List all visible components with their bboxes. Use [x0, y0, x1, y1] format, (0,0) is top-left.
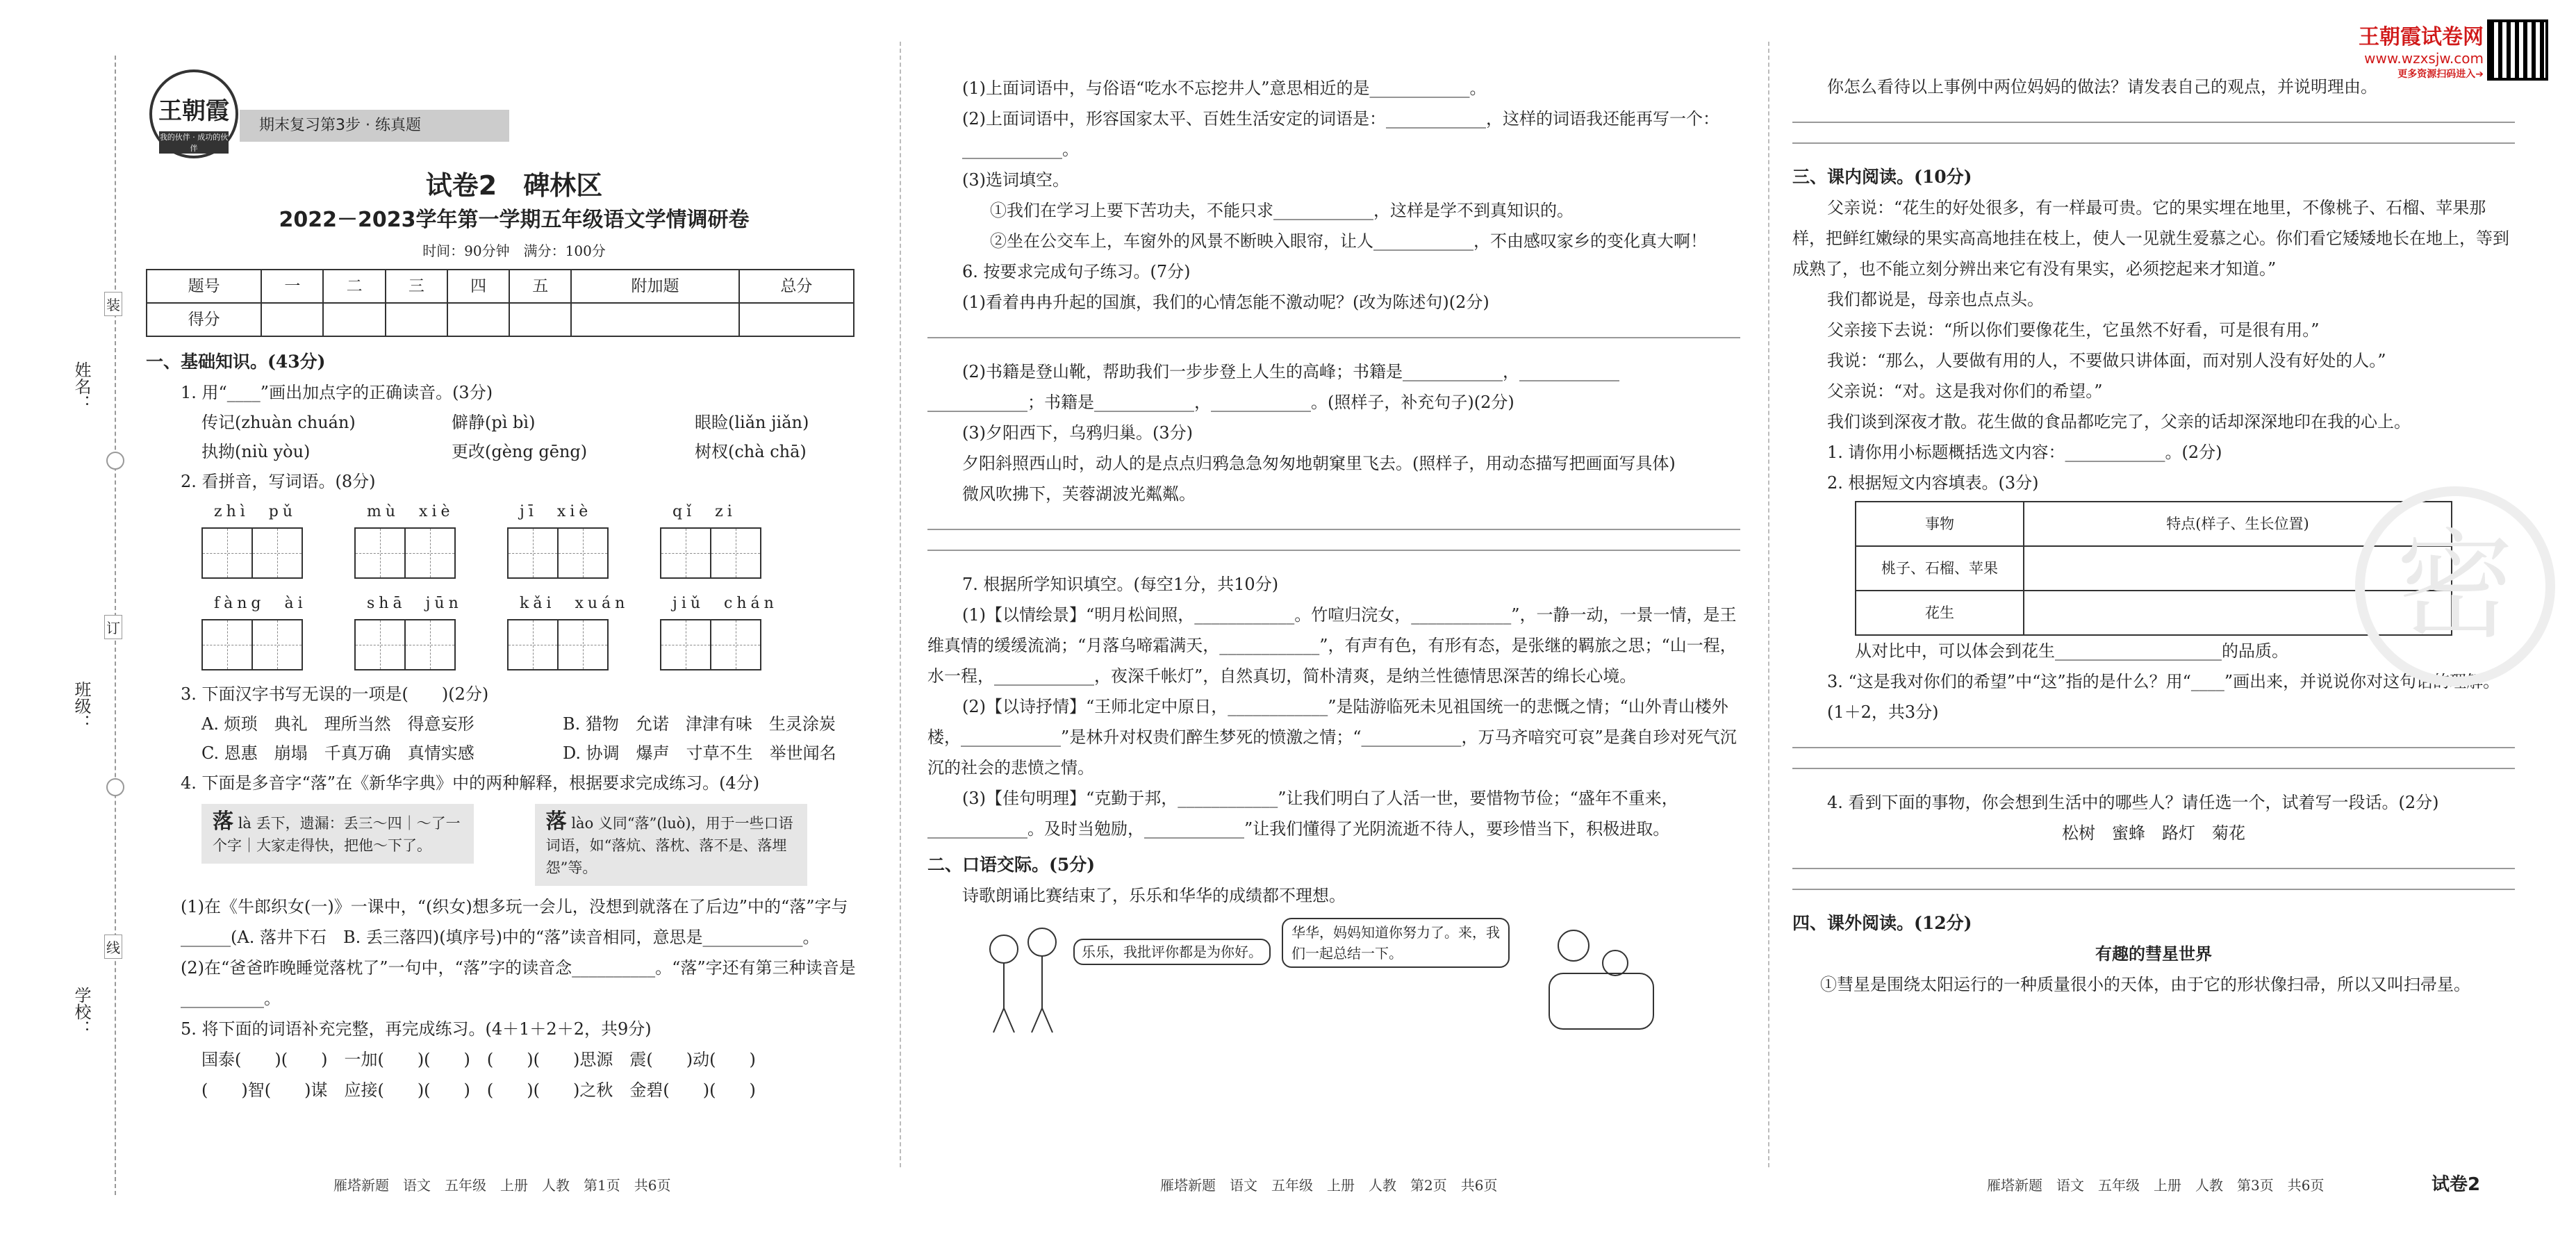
dict-entry-la: 落 là 丢下，遗漏：丢三～四｜～了一个字｜大家走得快，把他～下了。 — [201, 804, 474, 864]
writing-box[interactable] — [406, 619, 456, 670]
question-6-2b: ____________；书籍是____________，____________。(照样子，补充句子)(2分) — [927, 393, 1514, 412]
footer-page-2: 雁塔新题 语文 五年级 上册 人教 第2页 共6页 — [1160, 1177, 1498, 1194]
answer-line[interactable] — [1792, 120, 2515, 123]
writing-box[interactable] — [253, 619, 303, 670]
section-2-heading: 二、口语交际。(5分) — [927, 855, 1096, 875]
table-header: 事物 — [1856, 502, 2024, 546]
writing-box[interactable] — [711, 527, 761, 579]
pinyin-cell — [354, 497, 507, 579]
writing-box[interactable] — [201, 527, 253, 579]
article-title: 有趣的彗星世界 — [2095, 944, 2212, 964]
score-table-header: 四 — [447, 270, 509, 303]
binding-hole — [106, 452, 124, 470]
question-5-3-1: ①我们在学习上要下苦功夫，不能只求____________，这样是学不到真知识的。 — [990, 201, 1574, 220]
pinyin-text: jī xiè — [520, 503, 593, 520]
answer-line[interactable] — [1792, 766, 2515, 769]
question-7-1: (1)【以情绘景】“明月松间照，____________。竹喧归浣女，____________”，一静一动，一景一情，是王维真情的缓缓流淌；“月落乌啼霜满天，____________”，有声有色，有形有态，是张继的羁旅之思；“山一程，水一程，____________，夜深千帐灯”，自然真切，简朴清爽，是纳兰性德情思深苦的绵长心境。 — [927, 605, 1737, 686]
binding-hole — [106, 778, 124, 796]
section-1-heading: 一、基础知识。(43分) — [146, 352, 326, 372]
choice-option: C. 恩惠 崩塌 千真万确 真情实感 — [201, 743, 474, 763]
choice-option: B. 猎物 允诺 津津有味 生灵涂炭 — [563, 714, 836, 734]
question-4: 4. 下面是多音字“落”在《新华字典》中的两种解释，根据要求完成练习。(4分) — [181, 773, 760, 793]
question-7-2: (2)【以诗抒情】“王师北定中原日，____________”是陆游临死未见祖国统一的悲慨之情；“山外青山楼外楼，____________”是林升对权贵们醉生梦死的愤激之情；“____________，万马齐喑究可哀”是龚自珍对死气沉沉的社会的悲愤之情。 — [927, 697, 1737, 777]
score-table-header: 题号 — [147, 270, 261, 303]
pinyin-text: jiǔ chán — [672, 595, 778, 612]
pinyin-text: zhì pǔ — [214, 503, 297, 520]
score-cell[interactable] — [509, 303, 571, 336]
score-table-header: 附加题 — [571, 270, 738, 303]
question-1: 1. 用“____”画出加点字的正确读音。(3分) — [181, 383, 493, 402]
passage-p6: 我们谈到深夜才散。花生做的食品都吃完了，父亲的话却深深地印在我的心上。 — [1827, 412, 2411, 431]
reading-q4-items: 松树 蜜蜂 路灯 菊花 — [2062, 823, 2245, 843]
question-6: 6. 按要求完成句子练习。(7分) — [962, 262, 1191, 281]
pronunciation-option: 更改(gèng gēng) — [452, 442, 588, 461]
dictionary-entries — [146, 804, 882, 886]
review-banner: 期末复习第3步 · 练真题 — [240, 110, 509, 142]
score-table-header: 三 — [386, 270, 447, 303]
site-brand[interactable]: 王朝霞试卷网 www.wzxsjw.com 更多资源扫码进入➔ — [2359, 25, 2484, 80]
class-label: 班级： — [72, 681, 91, 731]
question-6-1: (1)看着冉冉升起的国旗，我们的心情怎能不激动呢？(改为陈述句)(2分) — [962, 293, 1489, 312]
question-5-row-1: 国泰( )( ) 一加( )( ) ( )( )思源 震( )动( ) — [201, 1050, 756, 1069]
section-3-heading: 三、课内阅读。(10分) — [1792, 167, 1972, 187]
score-table-header: 五 — [509, 270, 571, 303]
score-table-header: 总分 — [739, 270, 854, 303]
name-label: 姓名： — [72, 361, 91, 411]
pinyin-text: mù xiè — [367, 503, 454, 520]
question-5-row-2: ( )智( )谋 应接( )( ) ( )( )之秋 金碧( )( ) — [201, 1080, 756, 1100]
score-table-header: 二 — [323, 270, 385, 303]
passage-p4: 我说：“那么，人要做有用的人，不要做只讲体面，而对别人没有好处的人。” — [1827, 351, 2386, 370]
question-3: 3. 下面汉字书写无误的一项是( )(2分) — [181, 684, 489, 704]
section-4-heading: 四、课外阅读。(12分) — [1792, 913, 1972, 933]
writing-box[interactable] — [201, 619, 253, 670]
reading-q4: 4. 看到下面的事物，你会想到生活中的哪些人？请任选一个，试着写一段话。(2分) — [1827, 793, 2439, 812]
reading-q2: 2. 根据短文内容填表。(3分) — [1827, 473, 2039, 493]
writing-box[interactable] — [711, 619, 761, 670]
pinyin-text: fàng ài — [214, 595, 307, 612]
answer-line[interactable] — [927, 527, 1740, 530]
speech-bubble-huahua: 华华，妈妈知道你努力了。来，我们一起总结一下。 — [1282, 918, 1510, 968]
writing-box[interactable] — [354, 619, 406, 670]
brand-logo: 王朝霞 我的伙伴 · 成功的伙伴 — [149, 69, 238, 158]
school-label: 学校： — [72, 987, 91, 1037]
question-1-options — [146, 408, 882, 466]
answer-line[interactable] — [1792, 887, 2515, 890]
score-table-header: 一 — [261, 270, 323, 303]
pinyin-cell — [660, 588, 813, 670]
question-7: 7. 根据所学知识填空。(每空1分，共10分) — [962, 575, 1279, 594]
score-row-label: 得分 — [147, 303, 261, 336]
score-cell[interactable] — [386, 303, 447, 336]
table-cell: 花生 — [1856, 591, 2024, 635]
question-6-3-prompt: 微风吹拂下，芙蓉湖波光粼粼。 — [962, 484, 1196, 504]
question-5-3-2: ②坐在公交车上，车窗外的风景不断映入眼帘，让人____________，不由感叹家乡的变化真大啊！ — [990, 231, 1707, 251]
question-2: 2. 看拼音，写词语。(8分) — [181, 472, 376, 491]
passage-p1: 父亲说：“花生的好处很多，有一样最可贵。它的果实埋在地里，不像桃子、石榴、苹果那样，把鲜红嫩绿的果实高高地挂在枝上，使人一见就生爱慕之心。你们看它矮矮地长在地上，等到成熟了，也不能立刻分辨出来它有没有果实，必须挖起来才知道。” — [1792, 198, 2509, 279]
pinyin-cell — [201, 497, 354, 579]
talk-question: 你怎么看待以上事例中两位妈妈的做法？请发表自己的观点，并说明理由。 — [1827, 77, 2377, 97]
section-2-text: 诗歌朗诵比赛结束了，乐乐和华华的成绩都不理想。 — [962, 886, 1346, 905]
answer-line[interactable] — [927, 548, 1740, 551]
question-4-2: (2)在“爸爸昨晚睡觉落枕了”一句中，“落”字的读音念__________。“落”字还有第三种读音是__________。 — [181, 958, 856, 1008]
pinyin-cell — [201, 588, 354, 670]
binding-mark: 装 — [104, 292, 122, 316]
writing-box[interactable] — [507, 619, 559, 670]
pronunciation-option: 传记(zhuàn chuán) — [201, 413, 356, 432]
score-cell[interactable] — [571, 303, 738, 336]
reading-q1: 1. 请你用小标题概括选文内容：____________。(2分) — [1827, 443, 2222, 462]
score-cell[interactable] — [739, 303, 854, 336]
pinyin-cell — [354, 588, 507, 670]
question-5: 5. 将下面的词语补充完整，再完成练习。(4＋1＋2＋2，共9分) — [181, 1019, 652, 1039]
writing-box[interactable] — [559, 527, 609, 579]
choice-option: D. 协调 爆声 寸草不生 举世闻名 — [563, 743, 836, 763]
score-cell[interactable] — [261, 303, 323, 336]
question-5-3: (3)选词填空。 — [962, 170, 1069, 190]
score-table — [146, 269, 854, 337]
question-6-3-example: 夕阳斜照西山时，动人的是点点归鸦急急匆匆地朝窠里飞去。(照样子，用动态描写把画面写具体) — [962, 454, 1676, 473]
footer-page-3: 雁塔新题 语文 五年级 上册 人教 第3页 共6页 — [1987, 1177, 2325, 1194]
page-divider — [900, 42, 901, 1167]
passage-p2: 我们都说是，母亲也点点头。 — [1827, 290, 2044, 309]
table-cell: 桃子、石榴、苹果 — [1856, 546, 2024, 591]
dialogue-illustration — [927, 911, 1740, 1036]
pronunciation-option: 僻静(pì bì) — [452, 413, 536, 432]
question-7-3: (3)【佳句明理】“克勤于邦，____________”让我们明白了人活一世，要惜物节俭；“盛年不重来，____________。及时当勉励，____________”让我们懂得了光阴流逝不待人，要珍惜当下，积极进取。 — [927, 789, 1678, 839]
pinyin-cell — [660, 497, 813, 579]
pinyin-text: shā jūn — [367, 595, 463, 612]
pinyin-row-2 — [146, 588, 882, 670]
question-5-2: (2)上面词语中，形容国家太平、百姓生活安定的词语是：____________，这样的词语我还能再写一个：____________。 — [962, 109, 1719, 159]
writing-box[interactable] — [559, 619, 609, 670]
pinyin-row-1 — [146, 497, 882, 579]
writing-box[interactable] — [253, 527, 303, 579]
paper-title: 试卷2 碑林区 — [425, 170, 603, 201]
question-6-2: (2)书籍是登山靴，帮助我们一步步登上人生的高峰；书籍是____________，____________ — [962, 362, 1619, 381]
writing-box[interactable] — [406, 527, 456, 579]
answer-line[interactable] — [1792, 141, 2515, 144]
question-4-1: (1)在《牛郎织女(一)》一课中，“(织女)想多玩一会儿，没想到就落在了后边”中的“落”字与______(A. 落井下石 B. 丢三落四)(填序号)中的“落”读音相同，意思是____________。 — [181, 897, 848, 947]
speech-bubble-lele: 乐乐，我批评你都是为你好。 — [1073, 939, 1271, 965]
pronunciation-option: 眼睑(liǎn jiǎn) — [695, 413, 809, 432]
passage-p5: 父亲说：“对。这是我对你们的希望。” — [1827, 381, 2103, 401]
binding-mark: 线 — [104, 935, 122, 959]
reading-q3: 3. “这是我对你们的希望”中“这”指的是什么？用“____”画出来，并说说你对这句话的理解。(1＋2，共3分) — [1827, 672, 2500, 722]
pinyin-text: qǐ zi — [672, 503, 736, 520]
question-5-1: (1)上面词语中，与俗语“吃水不忘挖井人”意思相近的是____________。 — [962, 79, 1487, 98]
question-3-options — [146, 709, 882, 768]
table-header: 特点(样子、生长位置) — [2024, 502, 2452, 546]
answer-line[interactable] — [927, 336, 1740, 338]
pinyin-cell — [507, 588, 660, 670]
footer-page-1: 雁塔新题 语文 五年级 上册 人教 第1页 共6页 — [333, 1177, 671, 1194]
writing-box[interactable] — [660, 527, 711, 579]
pinyin-text: kǎi xuán — [520, 595, 629, 612]
binding-mark: 订 — [104, 615, 122, 639]
paper-meta: 时间：90分钟 满分：100分 — [422, 242, 606, 259]
score-cell[interactable] — [323, 303, 385, 336]
passage-p3: 父亲接下去说：“所以你们要像花生，它虽然不好看，可是很有用。” — [1827, 320, 2320, 340]
dict-entry-lao: 落 lào 义同“落”(luò)，用于一些口语词语，如“落炕、落枕、落不是、落埋怨”等。 — [535, 804, 807, 886]
article-p1: ①彗星是围绕太阳运行的一种质量很小的天体，由于它的形状像扫帚，所以又叫扫帚星。 — [1820, 975, 2470, 994]
choice-option: A. 烦琐 典礼 理所当然 得意妄形 — [201, 714, 474, 734]
pronunciation-option: 树杈(chà chā) — [695, 442, 807, 461]
reading-q2-tail: 从对比中，可以体会到花生____________________的品质。 — [1855, 641, 2288, 661]
writing-box[interactable] — [507, 527, 559, 579]
answer-line[interactable] — [1792, 746, 2515, 748]
writing-box[interactable] — [660, 619, 711, 670]
footer-paper-tag: 试卷2 — [2431, 1174, 2481, 1195]
answer-line[interactable] — [1792, 866, 2515, 869]
page-divider — [1768, 42, 1769, 1167]
pronunciation-option: 执拗(niù yòu) — [201, 442, 311, 461]
score-cell[interactable] — [447, 303, 509, 336]
watermark-seal: 密 — [2355, 486, 2555, 686]
writing-box[interactable] — [354, 527, 406, 579]
paper-subtitle: 2022－2023学年第一学期五年级语文学情调研卷 — [279, 208, 750, 232]
pinyin-cell — [507, 497, 660, 579]
question-6-3: (3)夕阳西下，乌鸦归巢。(3分) — [962, 423, 1193, 443]
